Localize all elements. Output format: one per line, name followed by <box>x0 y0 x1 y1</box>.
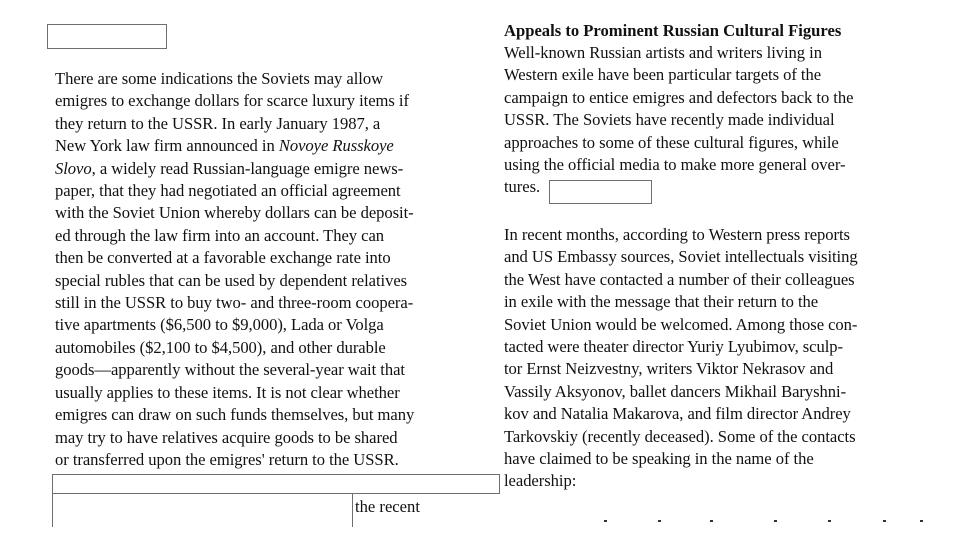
text-line: In recent months, according to Western press reports <box>504 225 850 244</box>
text-line: Soviet Union would be welcomed. Among those con- <box>504 314 858 334</box>
text-line: usually applies to these items. It is not clear whether <box>55 382 400 402</box>
right-paragraph-2 <box>504 224 858 493</box>
text-line: tures. <box>504 177 541 197</box>
publication-title: Novoye Russkoye <box>278 136 394 156</box>
text-line: with the Soviet Union whereby dollars can be deposit- <box>55 203 414 223</box>
text-line: special rubles that can be used by dependent relatives <box>55 270 408 290</box>
text-line: leadership: <box>504 471 577 491</box>
text-segment: , a widely read Russian-language emigre news- <box>91 158 404 178</box>
text-line: emigres can draw on such funds themselves, but many <box>55 405 415 425</box>
text-line: then be converted at a favorable exchange rate into <box>55 248 391 268</box>
text-line: USSR. The Soviets have recently made individual <box>504 110 835 130</box>
text-line: ed through the law firm into an account. They can <box>55 225 385 245</box>
text-line: in exile with the message that their return to the <box>504 292 819 312</box>
text-line: automobiles ($2,100 to $4,500), and other durable <box>55 337 386 357</box>
text-line: tive apartments ($6,500 to $9,000), Lada or Volga <box>55 315 384 335</box>
text-line: and US Embassy sources, Soviet intellectuals visiting <box>504 247 858 267</box>
text-line: campaign to entice emigres and defectors back to the <box>504 87 854 107</box>
text-line: Well-known Russian artists and writers living in <box>504 43 822 62</box>
text-line <box>55 158 414 180</box>
text-line: have claimed to be speaking in the name of the <box>504 449 814 469</box>
text-line <box>55 135 414 157</box>
text-line: tor Ernst Neizvestny, writers Viktor Nekrasov and <box>504 359 834 379</box>
text-line: Vassily Aksyonov, ballet dancers Mikhail Baryshni- <box>504 381 847 401</box>
text-line: the West have contacted a number of their colleagues <box>504 269 855 289</box>
section-heading: Appeals to Prominent Russian Cultural Figures <box>504 21 842 40</box>
publication-title: Slovo <box>55 158 92 178</box>
text-line: approaches to some of these cultural figures, while <box>504 132 839 152</box>
left-paragraph <box>55 68 414 471</box>
text-line: kov and Natalia Makarova, and film director Andrey <box>504 404 851 424</box>
cropped-text-line-edge <box>598 520 928 523</box>
text-line: paper, that they had negotiated an official agreement <box>55 181 401 201</box>
text-line: or transferred upon the emigres' return to the USSR. <box>55 449 399 469</box>
text-line: emigres to exchange dollars for scarce luxury items if <box>55 91 409 111</box>
text-line: using the official media to make more general over- <box>504 155 846 175</box>
text-line: goods—apparently without the several-year wait that <box>55 360 405 380</box>
text-line: they return to the USSR. In early January 1987, a <box>55 113 381 133</box>
text-line: may try to have relatives acquire goods to be shared <box>55 427 398 447</box>
text-line: Tarkovskiy (recently deceased). Some of the contacts <box>504 426 856 446</box>
redaction-box-top-left <box>47 24 167 49</box>
text-line: tacted were theater director Yuriy Lyubimov, sculp- <box>504 337 844 357</box>
text-line: still in the USSR to buy two- and three-room coopera- <box>55 293 414 313</box>
trailing-text-fragment: the recent <box>355 497 420 516</box>
redaction-box-bottom-small <box>52 493 353 527</box>
text-line: Western exile have been particular targets of the <box>504 65 822 85</box>
text-segment: New York law firm announced in <box>55 136 279 156</box>
text-line: There are some indications the Soviets may allow <box>55 69 384 88</box>
redaction-box-bottom-wide <box>52 474 500 494</box>
right-paragraph-1 <box>504 42 853 199</box>
